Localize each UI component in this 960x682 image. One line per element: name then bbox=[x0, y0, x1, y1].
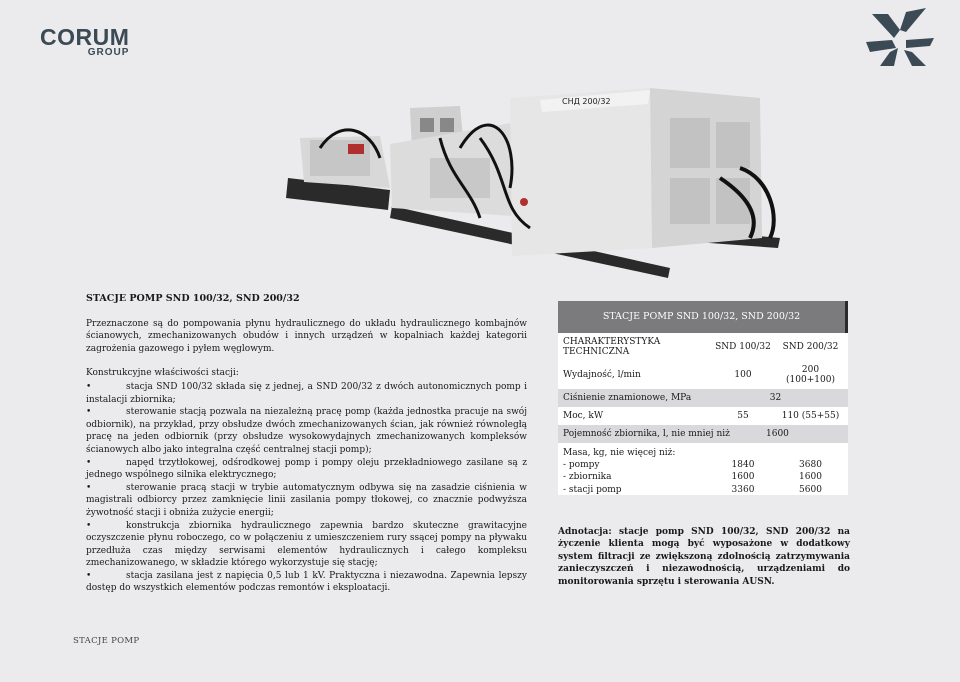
features-title: Konstrukcyjne właściwości stacji: bbox=[86, 368, 239, 379]
mass-item-label: - pompy bbox=[563, 460, 600, 471]
row-label: Wydajność, l/min bbox=[563, 370, 641, 380]
spec-column-headers bbox=[558, 333, 848, 361]
value-snd100: 55 bbox=[737, 411, 749, 421]
value-snd200: 200 bbox=[801, 365, 820, 375]
machine-label: СНД 200/32 bbox=[562, 97, 611, 106]
mass-snd100: 1840 bbox=[731, 460, 755, 471]
mass-item-label: - stacji pomp bbox=[563, 484, 622, 495]
feature-item: • napęd trzytłokowej, odśrodkowej pomp i pompy oleju przekładniowego zasilane są z jednego wspólnego silnika elektrycznego; bbox=[86, 457, 527, 481]
row-label: Moc, kW bbox=[563, 411, 604, 421]
intro-paragraph: Przeznaczone są do pompowania płynu hydraulicznego do układu hydraulicznego kombajnów ścianowych, zmechanizowanych obudów i innych urządzeń w kopalniach każdej kategorii zagrożenia gazowego i pyłem węglowym. bbox=[86, 318, 527, 354]
mass-snd200: 3680 bbox=[799, 460, 822, 471]
feature-item: • sterowanie pracą stacji w trybie automatycznym odbywa się na zasadzie ciśnienia w magistrali odbiorcy przez zamknięcie linii zasilania pompy tłokowej, co znacznie podwyższa żywotność stacji i obniża zużycie energii; bbox=[86, 482, 527, 518]
mass-item-label: - zbiornika bbox=[563, 472, 612, 483]
feature-item: • konstrukcja zbiornika hydraulicznego zapewnia bardzo skuteczne grawitacyjne oczyszczenie płynu roboczego, co w połączeniu z umieszczeniem rury ssącej pompy na pływaku przedłuża czas między serwisami elementów hydraulicznych i całego kompleksu zmechanizowanego, w składzie którego wykorzystuje się stację; bbox=[86, 520, 527, 569]
value-snd200: 110 (55+55) bbox=[781, 411, 840, 421]
logo-sub: GROUP bbox=[87, 47, 130, 58]
col-header-snd100: SND 100/32 bbox=[715, 342, 771, 352]
value-both: 1600 bbox=[766, 429, 789, 439]
bullet-icon: • bbox=[86, 570, 92, 581]
col-label-line-1: CHARAKTERYSTYKA bbox=[563, 337, 661, 347]
bullet-icon: • bbox=[86, 457, 92, 468]
table-row bbox=[558, 407, 848, 425]
row-label: Ciśnienie znamionowe, MPa bbox=[563, 393, 692, 403]
feature-item: • sterowanie stacją pozwala na niezależną pracę pomp (każda jednostka pracuje na swój odbiornik), na przykład, przy obsłudze dwóch zmechanizowanych ścian, jak również równoległą pracę na jeden odbiornik (przy obsłudze wysokowydajnych zmechanizowanych kompleksów ścianowych albo jako integralna część centralnej stacji pomp); bbox=[86, 407, 527, 455]
table-row bbox=[558, 425, 848, 443]
corum-logo bbox=[40, 26, 129, 58]
section-title: STACJE POMP SND 100/32, SND 200/32 bbox=[86, 293, 300, 304]
bullet-icon: • bbox=[86, 407, 92, 418]
mass-snd100: 3360 bbox=[731, 484, 755, 495]
row-label: Pojemność zbiornika, l, nie mniej niż bbox=[563, 429, 730, 439]
value-both: 32 bbox=[769, 393, 782, 403]
col-label-line-2: TECHNICZNA bbox=[563, 347, 630, 357]
bullet-icon: • bbox=[86, 520, 92, 531]
table-row bbox=[558, 389, 848, 407]
annotation-note: Adnotacja: stacje pomp SND 100/32, SND 200/32 na życzenie klienta mogą być wyposażone w dodatkowy system filtracji ze zwiększoną zdolnością zatrzymywania zanieczyszczeń i niezawodnością, urządzeniami do monitorowania sprzętu i sterowania AUSN. bbox=[558, 527, 850, 587]
mass-row bbox=[558, 443, 848, 495]
brand-emblem-icon bbox=[866, 8, 934, 66]
logo-word: CORUM bbox=[40, 24, 130, 50]
table-row bbox=[558, 361, 848, 389]
value-snd200-detail: (100+100) bbox=[786, 375, 835, 385]
description-column bbox=[86, 293, 527, 595]
spec-table-header: STACJE POMP SND 100/32, SND 200/32 bbox=[558, 301, 848, 333]
spec-table bbox=[558, 301, 848, 495]
pump-station-image bbox=[280, 78, 790, 283]
mass-label: Masa, kg, nie więcej niż: bbox=[563, 448, 676, 458]
col-header-snd200: SND 200/32 bbox=[782, 342, 839, 352]
bullet-icon: • bbox=[86, 482, 92, 493]
feature-item: • stacja SND 100/32 składa się z jednej, a SND 200/32 z dwóch autonomicznych pomp i instalacji zbiornika; bbox=[86, 381, 527, 405]
mass-snd100: 1600 bbox=[731, 472, 755, 483]
mass-snd200: 1600 bbox=[799, 472, 822, 483]
value-snd100: 100 bbox=[734, 370, 752, 380]
bullet-icon: • bbox=[86, 381, 92, 392]
mass-snd200: 5600 bbox=[799, 484, 822, 495]
feature-item: • stacja zasilana jest z napięcia 0,5 lub 1 kV. Praktyczna i niezawodna. Zapewnia lepszy dostęp do wszystkich elementów podczas remontów i eksploatacji. bbox=[86, 570, 527, 594]
page-footer: STACJE POMP bbox=[73, 636, 140, 646]
